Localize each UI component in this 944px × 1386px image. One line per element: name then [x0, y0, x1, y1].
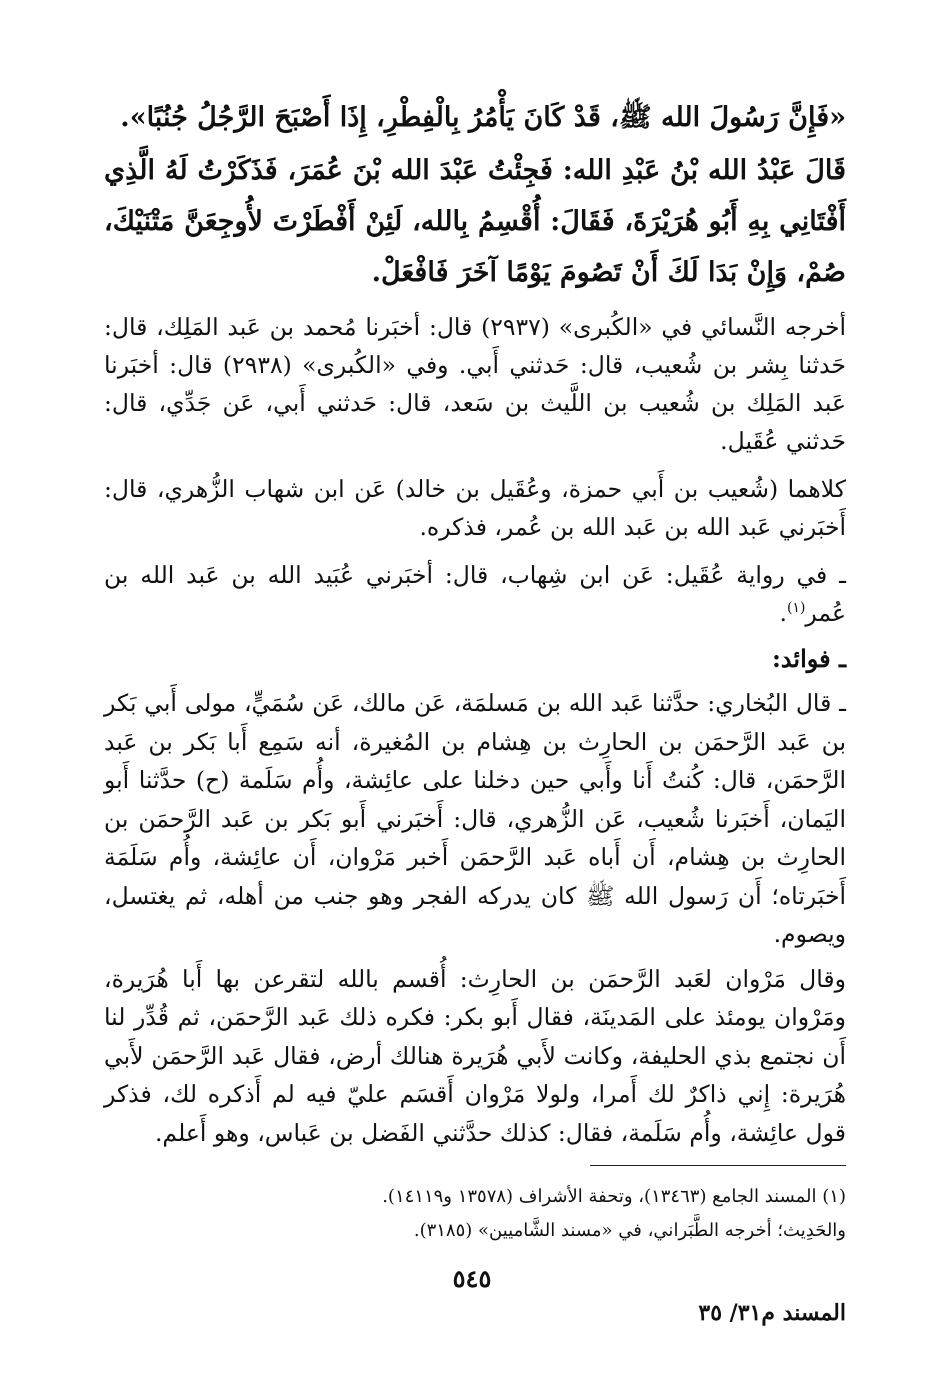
- page-number: ٥٤٥: [452, 1264, 492, 1293]
- hadith-line-a: «فَإِنَّ رَسُولَ الله ﷺ، قَدْ كَانَ يَأْمُرُ بِالْفِطْرِ، إِذَا أَصْبَحَ الرَّجُلُ جُنُبًا».: [120, 102, 846, 133]
- hadith-line-b: قَالَ عَبْدُ الله بْنُ عَبْدِ الله: فَجِئْتُ عَبْدَ الله بْنَ عُمَرَ، فَذَكَرْتُ لَهُ الَّذِي أَفْتَانِي بِهِ أَبُو هُرَيْرَةَ، فَقَالَ: أُقْسِمُ بِالله، لَئِنْ أَفْطَرْتَ لأُوجِعَنَّ مَتْنَيْكَ، صُمْ، وَإِنْ بَدَا لَكَ أَنْ تَصُومَ يَوْمًا آخَرَ فَافْعَلْ.: [104, 155, 846, 288]
- source-paragraph-3: [104, 556, 846, 632]
- source-paragraph-3-text: ـ في رواية عُقَيل: عَن ابن شِهاب، قال: أخبَرني عُبَيد الله بن عَبد الله بن عُمر: [104, 561, 846, 627]
- footnote-separator: [590, 1165, 846, 1166]
- source-paragraph-1: أخرجه النَّسائي في «الكُبرى» (٢٩٣٧) قال: أخبَرنا مُحمد بن عَبد المَلِك، قال: حَدثنا بِشر بن شُعيب، قال: حَدثني أَبي. وفي «الكُبرى» (٢٩٣٨) قال: أخبَرنا عَبد المَلِك بن شُعيب بن اللَّيث بن سَعد، قال: حَدثني أَبي، عَن جَدِّي، قال: حَدثني عُقَيل.: [104, 313, 846, 455]
- footnote-2: والحَدِيث؛ أخرجه الطَّبَراني، في «مسند الشَّاميين» (٣١٨٥).: [413, 1220, 846, 1241]
- footnote-1: (١) المسند الجامع (١٣٤٦٣)، وتحفة الأشراف (١٣٥٧٨ و١٤١١٩).: [382, 1186, 846, 1207]
- page-body: [104, 92, 846, 1152]
- fawaid-paragraph-1: ـ قال البُخاري: حدَّثنا عَبد الله بن مَسلمَة، عَن مالك، عَن سُمَيٍّ، مولى أَبي بَكر بن عَبد الرَّحمَن بن الحارِث بن هِشام بن المُغيرة، أنه سَمِع أَبا بَكر بن عَبد الرَّحمَن، قال: كُنتُ أَنا وأَبي حين دخلنا على عائِشة، وأُم سَلَمة (ح) حدَّثنا أَبو اليَمان، أَخبَرنا شُعيب، عَن الزُّهري، قال: أَخبَرني أَبو بَكر بن عَبد الرَّحمَن بن الحارِث بن هِشام، أَن أَباه عَبد الرَّحمَن أَخبر مَرْوان، أَن عائِشة، وأُم سَلَمَة أَخبَرتاه؛ أَن رَسول الله ﷺ كان يدركه الفجر وهو جنب من أهله، ثم يغتسل، ويصوم.: [104, 689, 846, 948]
- footnote-ref-1: (١): [786, 600, 806, 617]
- source-paragraph-3-end: .: [779, 599, 787, 627]
- source-paragraph-2: كلاهما (شُعيب بن أَبي حمزة، وعُقَيل بن خالد) عَن ابن شهاب الزُّهري، قال: أَخبَرني عَبد الله بن عَبد الله بن عُمر، فذكره.: [104, 475, 846, 541]
- printer-signature: المسند م٣١/ ٣٥: [698, 1300, 846, 1326]
- footnotes: [280, 1180, 846, 1248]
- fawaid-heading: ـ فوائد:: [771, 644, 846, 673]
- fawaid-paragraph-2: وقال مَرْوان لعَبد الرَّحمَن بن الحارِث: أُقسم بالله لتقرعن بها أَبا هُرَيرة، ومَرْوان يومئذ على المَدينَة، فقال أَبو بكر: فكره ذلك عَبد الرَّحمَن، ثم قُدِّر لنا أَن نجتمع بذي الحليفة، وكانت لأَبي هُرَيرة هنالك أرض، فقال عَبد الرَّحمَن لأَبي هُرَيرة: إِني ذاكرٌ لك أَمرا، ولولا مَرْوان أَقسَم عليّ فيه لم أَذكره لك، فذكر قول عائِشة، وأُم سَلَمة، فقال: كذلك حدَّثني الفَضل بن عَباس، وهو أَعلم.: [104, 964, 847, 1147]
